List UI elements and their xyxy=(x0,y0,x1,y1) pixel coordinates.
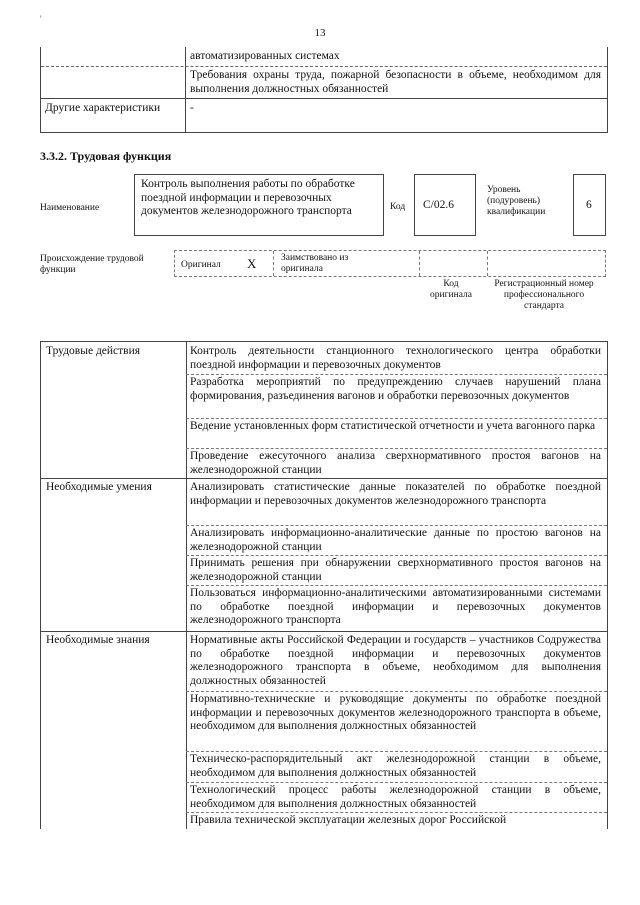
function-name-box xyxy=(134,174,384,236)
knowledge-item: Нормативные акты Российской Федерации и государств – участников Содружества по обработке поездной информации и перевозочных документов железнодорожного транспорта в объеме, необходимом для выполнения должностных обязанностей xyxy=(190,634,601,687)
origin-box xyxy=(174,250,606,277)
function-name-value: Контроль выполнения работы по обработке поездной информации и перевозочных документов железнодорожного транспорта xyxy=(141,178,355,217)
skill-item: Пользоваться информационно-аналитическими автоматизированными системами по обработке поездной информации и перевозочных документов железнодорожного транспорта xyxy=(190,587,601,626)
row-label-actions: Трудовые действия xyxy=(46,345,141,357)
item-divider xyxy=(186,782,607,783)
requirement-text: Требования охраны труда, пожарной безопасности в объеме, необходимом для выполнения должностных обязанностей xyxy=(190,69,601,95)
registration-caption: Регистрационный номер профессионального стандарта xyxy=(494,279,594,311)
action-item: Проведение ежесуточного анализа сверхнормативного простоя вагонов на железнодорожной станции xyxy=(190,450,601,476)
item-divider xyxy=(186,418,607,419)
other-characteristics-label: Другие характеристики xyxy=(45,102,161,114)
corner-mark: ' xyxy=(40,14,42,24)
item-divider xyxy=(186,374,607,375)
origin-divider xyxy=(419,251,420,276)
origin-divider xyxy=(273,251,274,276)
row-divider xyxy=(41,478,607,479)
level-value: 6 xyxy=(586,199,592,211)
continuation-text: автоматизированных системах xyxy=(190,50,340,62)
skill-item: Принимать решения при обнаружении сверхнормативного простоя вагонов на железнодорожной станции xyxy=(190,557,601,583)
action-item: Ведение установленных форм статистической отчетности и учета вагонного парка xyxy=(190,420,596,432)
code-box xyxy=(414,174,476,236)
section-title: 3.3.2. Трудовая функция xyxy=(40,149,172,163)
item-divider xyxy=(186,555,607,556)
continuation-table xyxy=(40,47,608,133)
original-label: Оригинал xyxy=(181,260,221,270)
row-label-skills: Необходимые умения xyxy=(46,481,152,493)
action-item: Разработка мероприятий по предупреждению случаев нарушений плана формирования, разъединения вагонов и обработки перевозочных документов xyxy=(190,376,601,402)
item-divider xyxy=(186,751,607,752)
code-original-caption: Код оригинала xyxy=(430,279,472,300)
row-divider xyxy=(41,98,607,99)
code-label: Код xyxy=(390,202,406,212)
item-divider xyxy=(186,812,607,813)
row-divider xyxy=(41,66,607,67)
labor-function-table xyxy=(40,341,608,829)
knowledge-item: Технологический процесс работы железнодорожной станции в объеме, необходимом для выполнения должностных обязанностей xyxy=(190,784,601,810)
knowledge-item: Техническо-распорядительный акт железнодорожной станции в объеме, необходимом для выполнения должностных обязанностей xyxy=(190,753,601,779)
row-label-knowledge: Необходимые знания xyxy=(46,634,150,646)
item-divider xyxy=(186,448,607,449)
knowledge-item: Нормативно-технические и руководящие документы по обработке поездной информации и перевозочных документов железнодорожного транспорта в объеме, необходимом для выполнения должностных обязанностей xyxy=(190,693,601,732)
name-label: Наименование xyxy=(40,203,100,213)
knowledge-item: Правила технической эксплуатации железных дорог Российской xyxy=(190,814,507,826)
skill-item: Анализировать статистические данные показателей по обработке поездной информации и перевозочных документов железнодорожного транспорта xyxy=(190,481,601,507)
original-mark: X xyxy=(247,256,257,271)
borrowed-label: Заимствовано из оригинала xyxy=(281,253,349,274)
skill-item: Анализировать информационно-аналитические данные по простою вагонов на железнодорожной станции xyxy=(190,527,601,553)
other-characteristics-value: - xyxy=(190,102,194,114)
page-number: 13 xyxy=(314,27,326,39)
level-label: Уровень (подуровень) квалификации xyxy=(487,185,546,217)
item-divider xyxy=(186,525,607,526)
code-value: C/02.6 xyxy=(423,199,454,211)
origin-label: Происхождение трудовой функции xyxy=(40,254,144,275)
row-divider xyxy=(41,631,607,632)
level-box xyxy=(573,174,606,236)
origin-divider xyxy=(487,251,488,276)
action-item: Контроль деятельности станционного технологического центра обработки поездной информации и перевозочных документов xyxy=(190,345,601,371)
column-divider xyxy=(185,47,186,132)
item-divider xyxy=(186,585,607,586)
item-divider xyxy=(186,691,607,692)
